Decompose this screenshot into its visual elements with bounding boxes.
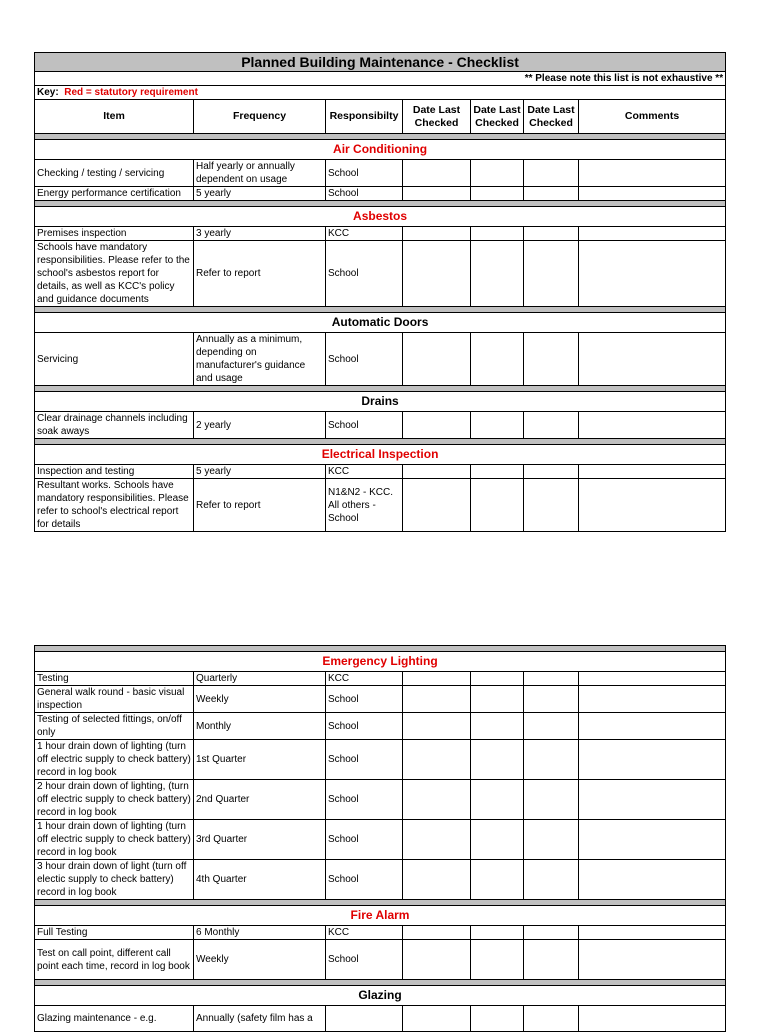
table-row bbox=[35, 241, 726, 307]
frequency-cell: Monthly bbox=[194, 713, 326, 740]
date-last-checked-cell-1[interactable] bbox=[403, 227, 471, 241]
date-last-checked-cell-3[interactable] bbox=[524, 713, 579, 740]
table-row bbox=[35, 740, 726, 780]
item-cell: Inspection and testing bbox=[35, 465, 194, 479]
frequency-cell: 2nd Quarter bbox=[194, 780, 326, 820]
header-frequency: Frequency bbox=[194, 100, 326, 134]
table-row bbox=[35, 672, 726, 686]
section-title: Emergency Lighting bbox=[35, 652, 726, 672]
header-date-last-checked-2: Date Last Checked bbox=[471, 100, 524, 134]
table-row bbox=[35, 1006, 726, 1032]
frequency-cell: Weekly bbox=[194, 940, 326, 980]
checklist-block-page-2 bbox=[34, 645, 725, 1032]
date-last-checked-cell-3[interactable] bbox=[524, 333, 579, 386]
responsibility-cell: KCC bbox=[326, 926, 403, 940]
frequency-cell: 3 yearly bbox=[194, 227, 326, 241]
section-title: Fire Alarm bbox=[35, 906, 726, 926]
section-header-air-conditioning bbox=[35, 140, 726, 160]
comments-cell[interactable] bbox=[579, 412, 726, 439]
item-cell: General walk round - basic visual inspection bbox=[35, 686, 194, 713]
section-header-fire-alarm bbox=[35, 906, 726, 926]
date-last-checked-cell-3[interactable] bbox=[524, 860, 579, 900]
responsibility-cell: School bbox=[326, 686, 403, 713]
table-row bbox=[35, 860, 726, 900]
date-last-checked-cell-3[interactable] bbox=[524, 926, 579, 940]
sections-body-b bbox=[35, 646, 726, 1032]
item-cell: Full Testing bbox=[35, 926, 194, 940]
section-header-drains bbox=[35, 392, 726, 412]
date-last-checked-cell-3[interactable] bbox=[524, 940, 579, 980]
table-row bbox=[35, 940, 726, 980]
responsibility-cell: KCC bbox=[326, 227, 403, 241]
section-title: Glazing bbox=[35, 986, 726, 1006]
date-last-checked-cell-3[interactable] bbox=[524, 412, 579, 439]
frequency-cell: Refer to report bbox=[194, 241, 326, 307]
date-last-checked-cell-2[interactable] bbox=[471, 820, 524, 860]
date-last-checked-cell-2[interactable] bbox=[471, 160, 524, 187]
item-cell: Clear drainage channels including soak aways bbox=[35, 412, 194, 439]
frequency-cell: 3rd Quarter bbox=[194, 820, 326, 860]
comments-cell[interactable] bbox=[579, 686, 726, 713]
item-cell: Testing of selected fittings, on/off only bbox=[35, 713, 194, 740]
sections-body-a bbox=[35, 134, 726, 532]
section-header-automatic-doors bbox=[35, 313, 726, 333]
date-last-checked-cell-1[interactable] bbox=[403, 672, 471, 686]
responsibility-cell: School bbox=[326, 187, 403, 201]
comments-cell[interactable] bbox=[579, 740, 726, 780]
table-row bbox=[35, 465, 726, 479]
section-title: Air Conditioning bbox=[35, 140, 726, 160]
responsibility-cell: School bbox=[326, 740, 403, 780]
table-row bbox=[35, 187, 726, 201]
item-cell: Testing bbox=[35, 672, 194, 686]
date-last-checked-cell-1[interactable] bbox=[403, 187, 471, 201]
table-row bbox=[35, 160, 726, 187]
header-item: Item bbox=[35, 100, 194, 134]
disclaimer-note: ** Please note this list is not exhaustive ** bbox=[35, 72, 726, 86]
checklist-block-page-1 bbox=[34, 52, 725, 532]
comments-cell[interactable] bbox=[579, 672, 726, 686]
responsibility-cell: KCC bbox=[326, 672, 403, 686]
section-title: Asbestos bbox=[35, 207, 726, 227]
responsibility-cell bbox=[326, 1006, 403, 1032]
table-row bbox=[35, 686, 726, 713]
item-cell: Schools have mandatory responsibilities. Please refer to the school's asbestos report for details, as well as KCC's policy and guidance documents bbox=[35, 241, 194, 307]
date-last-checked-cell-2[interactable] bbox=[471, 940, 524, 980]
date-last-checked-cell-2[interactable] bbox=[471, 333, 524, 386]
frequency-cell: Half yearly or annually dependent on usage bbox=[194, 160, 326, 187]
key-legend bbox=[35, 86, 726, 100]
header-row bbox=[35, 100, 726, 134]
table-row bbox=[35, 412, 726, 439]
responsibility-cell: School bbox=[326, 820, 403, 860]
item-cell: Test on call point, different call point each time, record in log book bbox=[35, 940, 194, 980]
date-last-checked-cell-1[interactable] bbox=[403, 412, 471, 439]
table-row bbox=[35, 227, 726, 241]
comments-cell[interactable] bbox=[579, 227, 726, 241]
frequency-cell: 5 yearly bbox=[194, 465, 326, 479]
date-last-checked-cell-1[interactable] bbox=[403, 479, 471, 532]
comments-cell[interactable] bbox=[579, 713, 726, 740]
date-last-checked-cell-2[interactable] bbox=[471, 672, 524, 686]
frequency-cell: 4th Quarter bbox=[194, 860, 326, 900]
date-last-checked-cell-3[interactable] bbox=[524, 780, 579, 820]
date-last-checked-cell-3[interactable] bbox=[524, 227, 579, 241]
header-date-last-checked-3: Date Last Checked bbox=[524, 100, 579, 134]
comments-cell[interactable] bbox=[579, 1006, 726, 1032]
frequency-cell: Refer to report bbox=[194, 479, 326, 532]
date-last-checked-cell-2[interactable] bbox=[471, 465, 524, 479]
frequency-cell: 1st Quarter bbox=[194, 740, 326, 780]
table-row bbox=[35, 333, 726, 386]
date-last-checked-cell-2[interactable] bbox=[471, 412, 524, 439]
date-last-checked-cell-2[interactable] bbox=[471, 1006, 524, 1032]
responsibility-cell: School bbox=[326, 780, 403, 820]
date-last-checked-cell-2[interactable] bbox=[471, 686, 524, 713]
frequency-cell: Annually (safety film has a bbox=[194, 1006, 326, 1032]
date-last-checked-cell-1[interactable] bbox=[403, 940, 471, 980]
table-row bbox=[35, 926, 726, 940]
responsibility-cell: School bbox=[326, 241, 403, 307]
comments-cell[interactable] bbox=[579, 820, 726, 860]
date-last-checked-cell-1[interactable] bbox=[403, 686, 471, 713]
header-responsibility: Responsibilty bbox=[326, 100, 403, 134]
key-text: Red = statutory requirement bbox=[64, 87, 198, 98]
section-title: Automatic Doors bbox=[35, 313, 726, 333]
item-cell: 2 hour drain down of lighting, (turn off electric supply to check battery) record in log book bbox=[35, 780, 194, 820]
page-title: Planned Building Maintenance - Checklist bbox=[35, 53, 726, 72]
date-last-checked-cell-2[interactable] bbox=[471, 479, 524, 532]
section-header-electrical-inspection bbox=[35, 445, 726, 465]
section-header-glazing bbox=[35, 986, 726, 1006]
responsibility-cell: School bbox=[326, 333, 403, 386]
date-last-checked-cell-3[interactable] bbox=[524, 740, 579, 780]
comments-cell[interactable] bbox=[579, 465, 726, 479]
comments-cell[interactable] bbox=[579, 187, 726, 201]
date-last-checked-cell-1[interactable] bbox=[403, 465, 471, 479]
table-row bbox=[35, 479, 726, 532]
date-last-checked-cell-1[interactable] bbox=[403, 860, 471, 900]
item-cell: 3 hour drain down of light (turn off electic supply to check battery) record in log book bbox=[35, 860, 194, 900]
date-last-checked-cell-3[interactable] bbox=[524, 1006, 579, 1032]
frequency-cell: Annually as a minimum, depending on manufacturer's guidance and usage bbox=[194, 333, 326, 386]
date-last-checked-cell-2[interactable] bbox=[471, 860, 524, 900]
date-last-checked-cell-2[interactable] bbox=[471, 926, 524, 940]
date-last-checked-cell-1[interactable] bbox=[403, 740, 471, 780]
date-last-checked-cell-1[interactable] bbox=[403, 241, 471, 307]
item-cell: Resultant works. Schools have mandatory responsibilities. Please refer to school's electrical report for details bbox=[35, 479, 194, 532]
section-header-asbestos bbox=[35, 207, 726, 227]
date-last-checked-cell-1[interactable] bbox=[403, 780, 471, 820]
comments-cell[interactable] bbox=[579, 780, 726, 820]
date-last-checked-cell-1[interactable] bbox=[403, 160, 471, 187]
header-date-last-checked-1: Date Last Checked bbox=[403, 100, 471, 134]
item-cell: 1 hour drain down of lighting (turn off electric supply to check battery) record in log book bbox=[35, 740, 194, 780]
section-header-emergency-lighting bbox=[35, 652, 726, 672]
comments-cell[interactable] bbox=[579, 926, 726, 940]
date-last-checked-cell-2[interactable] bbox=[471, 740, 524, 780]
date-last-checked-cell-3[interactable] bbox=[524, 479, 579, 532]
date-last-checked-cell-3[interactable] bbox=[524, 465, 579, 479]
item-cell: 1 hour drain down of lighting (turn off electric supply to check battery) record in log book bbox=[35, 820, 194, 860]
responsibility-cell: School bbox=[326, 160, 403, 187]
comments-cell[interactable] bbox=[579, 160, 726, 187]
section-title: Electrical Inspection bbox=[35, 445, 726, 465]
frequency-cell: 2 yearly bbox=[194, 412, 326, 439]
date-last-checked-cell-3[interactable] bbox=[524, 820, 579, 860]
frequency-cell: 5 yearly bbox=[194, 187, 326, 201]
section-title: Drains bbox=[35, 392, 726, 412]
responsibility-cell: School bbox=[326, 713, 403, 740]
date-last-checked-cell-3[interactable] bbox=[524, 241, 579, 307]
date-last-checked-cell-2[interactable] bbox=[471, 780, 524, 820]
responsibility-cell: N1&N2 - KCC. All others - School bbox=[326, 479, 403, 532]
date-last-checked-cell-2[interactable] bbox=[471, 241, 524, 307]
date-last-checked-cell-3[interactable] bbox=[524, 686, 579, 713]
table-row bbox=[35, 780, 726, 820]
item-cell: Premises inspection bbox=[35, 227, 194, 241]
table-row bbox=[35, 820, 726, 860]
date-last-checked-cell-3[interactable] bbox=[524, 160, 579, 187]
frequency-cell: Quarterly bbox=[194, 672, 326, 686]
date-last-checked-cell-1[interactable] bbox=[403, 333, 471, 386]
date-last-checked-cell-2[interactable] bbox=[471, 187, 524, 201]
date-last-checked-cell-1[interactable] bbox=[403, 820, 471, 860]
item-cell: Glazing maintenance - e.g. bbox=[35, 1006, 194, 1032]
date-last-checked-cell-1[interactable] bbox=[403, 713, 471, 740]
item-cell: Servicing bbox=[35, 333, 194, 386]
item-cell: Checking / testing / servicing bbox=[35, 160, 194, 187]
checklist-table-2 bbox=[34, 645, 726, 1032]
frequency-cell: 6 Monthly bbox=[194, 926, 326, 940]
frequency-cell: Weekly bbox=[194, 686, 326, 713]
comments-cell[interactable] bbox=[579, 479, 726, 532]
comments-cell[interactable] bbox=[579, 940, 726, 980]
responsibility-cell: School bbox=[326, 412, 403, 439]
date-last-checked-cell-3[interactable] bbox=[524, 672, 579, 686]
date-last-checked-cell-2[interactable] bbox=[471, 227, 524, 241]
date-last-checked-cell-2[interactable] bbox=[471, 713, 524, 740]
table-row bbox=[35, 713, 726, 740]
date-last-checked-cell-3[interactable] bbox=[524, 187, 579, 201]
comments-cell[interactable] bbox=[579, 241, 726, 307]
responsibility-cell: School bbox=[326, 940, 403, 980]
date-last-checked-cell-1[interactable] bbox=[403, 1006, 471, 1032]
responsibility-cell: KCC bbox=[326, 465, 403, 479]
item-cell: Energy performance certification bbox=[35, 187, 194, 201]
comments-cell[interactable] bbox=[579, 333, 726, 386]
key-label: Key: bbox=[37, 87, 59, 98]
date-last-checked-cell-1[interactable] bbox=[403, 926, 471, 940]
responsibility-cell: School bbox=[326, 860, 403, 900]
checklist-table-1 bbox=[34, 52, 726, 532]
comments-cell[interactable] bbox=[579, 860, 726, 900]
header-comments: Comments bbox=[579, 100, 726, 134]
